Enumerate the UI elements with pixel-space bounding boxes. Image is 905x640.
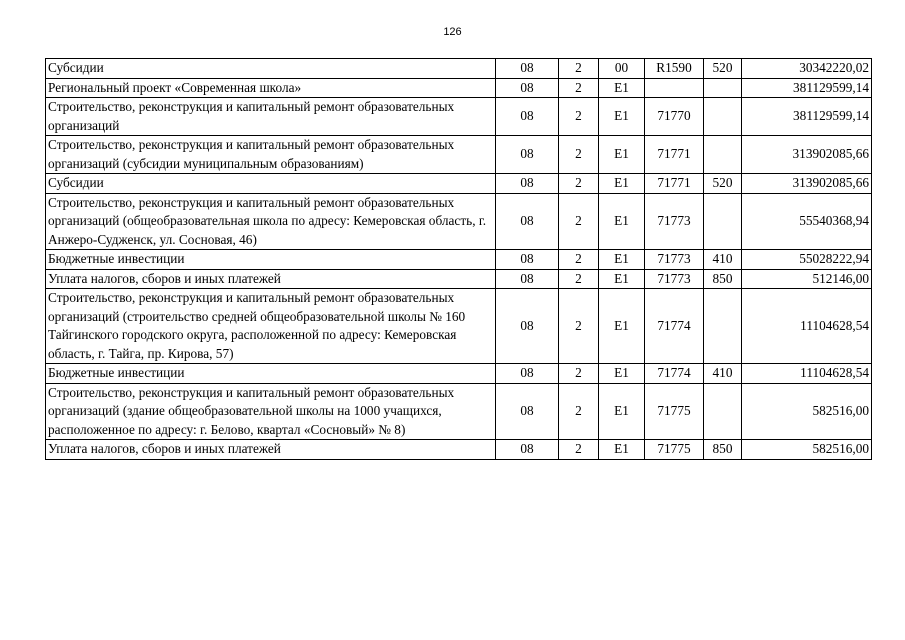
expense-type-code: 850 bbox=[704, 440, 742, 460]
expense-type-code: 520 bbox=[704, 59, 742, 79]
table-row bbox=[46, 136, 872, 174]
section-code: 08 bbox=[496, 289, 559, 364]
amount: 582516,00 bbox=[742, 440, 872, 460]
section-code: 08 bbox=[496, 59, 559, 79]
subsection-code: 2 bbox=[559, 364, 599, 384]
expense-name: Строительство, реконструкция и капитальный ремонт образовательных организаций (строительство средней общеобразовательной школы № 160 Тайгинского городского округа, расположенной по адресу: Кемеровская область, г. Тайга, пр. Кирова, 57) bbox=[46, 289, 496, 364]
table-row bbox=[46, 174, 872, 194]
amount: 30342220,02 bbox=[742, 59, 872, 79]
program-code: E1 bbox=[599, 78, 645, 98]
expense-type-code: 410 bbox=[704, 250, 742, 270]
section-code: 08 bbox=[496, 364, 559, 384]
table-body bbox=[46, 59, 872, 460]
table-row bbox=[46, 269, 872, 289]
expense-name: Строительство, реконструкция и капитальный ремонт образовательных организаций (субсидии муниципальным образованиям) bbox=[46, 136, 496, 174]
expense-name: Бюджетные инвестиции bbox=[46, 364, 496, 384]
subsection-code: 2 bbox=[559, 289, 599, 364]
table-row bbox=[46, 193, 872, 250]
section-code: 08 bbox=[496, 250, 559, 270]
table-row bbox=[46, 59, 872, 79]
direction-code: 71770 bbox=[645, 98, 704, 136]
amount: 381129599,14 bbox=[742, 98, 872, 136]
program-code: E1 bbox=[599, 289, 645, 364]
amount: 11104628,54 bbox=[742, 289, 872, 364]
subsection-code: 2 bbox=[559, 440, 599, 460]
expense-name: Строительство, реконструкция и капитальный ремонт образовательных организаций (здание общеобразовательной школы на 1000 учащихся, расположенное по адресу: г. Белово, квартал «Сосновый» № 8) bbox=[46, 383, 496, 440]
expense-name: Уплата налогов, сборов и иных платежей bbox=[46, 440, 496, 460]
program-code: E1 bbox=[599, 440, 645, 460]
section-code: 08 bbox=[496, 269, 559, 289]
direction-code: 71771 bbox=[645, 174, 704, 194]
expense-name: Строительство, реконструкция и капитальный ремонт образовательных организаций bbox=[46, 98, 496, 136]
subsection-code: 2 bbox=[559, 174, 599, 194]
direction-code: 71773 bbox=[645, 250, 704, 270]
subsection-code: 2 bbox=[559, 98, 599, 136]
section-code: 08 bbox=[496, 98, 559, 136]
direction-code: 71773 bbox=[645, 269, 704, 289]
table-row bbox=[46, 440, 872, 460]
table-row bbox=[46, 250, 872, 270]
direction-code: 71771 bbox=[645, 136, 704, 174]
amount: 381129599,14 bbox=[742, 78, 872, 98]
amount: 512146,00 bbox=[742, 269, 872, 289]
program-code: E1 bbox=[599, 383, 645, 440]
amount: 582516,00 bbox=[742, 383, 872, 440]
expense-type-code bbox=[704, 383, 742, 440]
subsection-code: 2 bbox=[559, 250, 599, 270]
table-row bbox=[46, 364, 872, 384]
table-row bbox=[46, 383, 872, 440]
direction-code: R1590 bbox=[645, 59, 704, 79]
section-code: 08 bbox=[496, 136, 559, 174]
section-code: 08 bbox=[496, 383, 559, 440]
subsection-code: 2 bbox=[559, 78, 599, 98]
program-code: E1 bbox=[599, 193, 645, 250]
expense-name: Субсидии bbox=[46, 174, 496, 194]
table-row bbox=[46, 78, 872, 98]
expense-name: Строительство, реконструкция и капитальный ремонт образовательных организаций (общеобразовательная школа по адресу: Кемеровская область, г. Анжеро-Судженск, ул. Сосновая, 46) bbox=[46, 193, 496, 250]
program-code: E1 bbox=[599, 98, 645, 136]
subsection-code: 2 bbox=[559, 269, 599, 289]
amount: 11104628,54 bbox=[742, 364, 872, 384]
direction-code: 71775 bbox=[645, 383, 704, 440]
direction-code: 71773 bbox=[645, 193, 704, 250]
section-code: 08 bbox=[496, 174, 559, 194]
expense-type-code bbox=[704, 98, 742, 136]
budget-table bbox=[45, 58, 872, 460]
page-number: 126 bbox=[443, 26, 462, 38]
amount: 313902085,66 bbox=[742, 174, 872, 194]
expense-type-code: 520 bbox=[704, 174, 742, 194]
subsection-code: 2 bbox=[559, 59, 599, 79]
program-code: E1 bbox=[599, 250, 645, 270]
section-code: 08 bbox=[496, 440, 559, 460]
expense-name: Уплата налогов, сборов и иных платежей bbox=[46, 269, 496, 289]
subsection-code: 2 bbox=[559, 136, 599, 174]
expense-type-code bbox=[704, 193, 742, 250]
program-code: E1 bbox=[599, 136, 645, 174]
section-code: 08 bbox=[496, 193, 559, 250]
direction-code: 71774 bbox=[645, 364, 704, 384]
direction-code: 71775 bbox=[645, 440, 704, 460]
subsection-code: 2 bbox=[559, 193, 599, 250]
expense-name: Бюджетные инвестиции bbox=[46, 250, 496, 270]
program-code: 00 bbox=[599, 59, 645, 79]
program-code: E1 bbox=[599, 174, 645, 194]
expense-type-code bbox=[704, 289, 742, 364]
section-code: 08 bbox=[496, 78, 559, 98]
expense-name: Субсидии bbox=[46, 59, 496, 79]
expense-type-code bbox=[704, 136, 742, 174]
subsection-code: 2 bbox=[559, 383, 599, 440]
expense-type-code: 850 bbox=[704, 269, 742, 289]
amount: 313902085,66 bbox=[742, 136, 872, 174]
table-row bbox=[46, 289, 872, 364]
expense-type-code bbox=[704, 78, 742, 98]
amount: 55028222,94 bbox=[742, 250, 872, 270]
table-row bbox=[46, 98, 872, 136]
direction-code: 71774 bbox=[645, 289, 704, 364]
program-code: E1 bbox=[599, 269, 645, 289]
expense-name: Региональный проект «Современная школа» bbox=[46, 78, 496, 98]
amount: 55540368,94 bbox=[742, 193, 872, 250]
program-code: E1 bbox=[599, 364, 645, 384]
direction-code bbox=[645, 78, 704, 98]
expense-type-code: 410 bbox=[704, 364, 742, 384]
